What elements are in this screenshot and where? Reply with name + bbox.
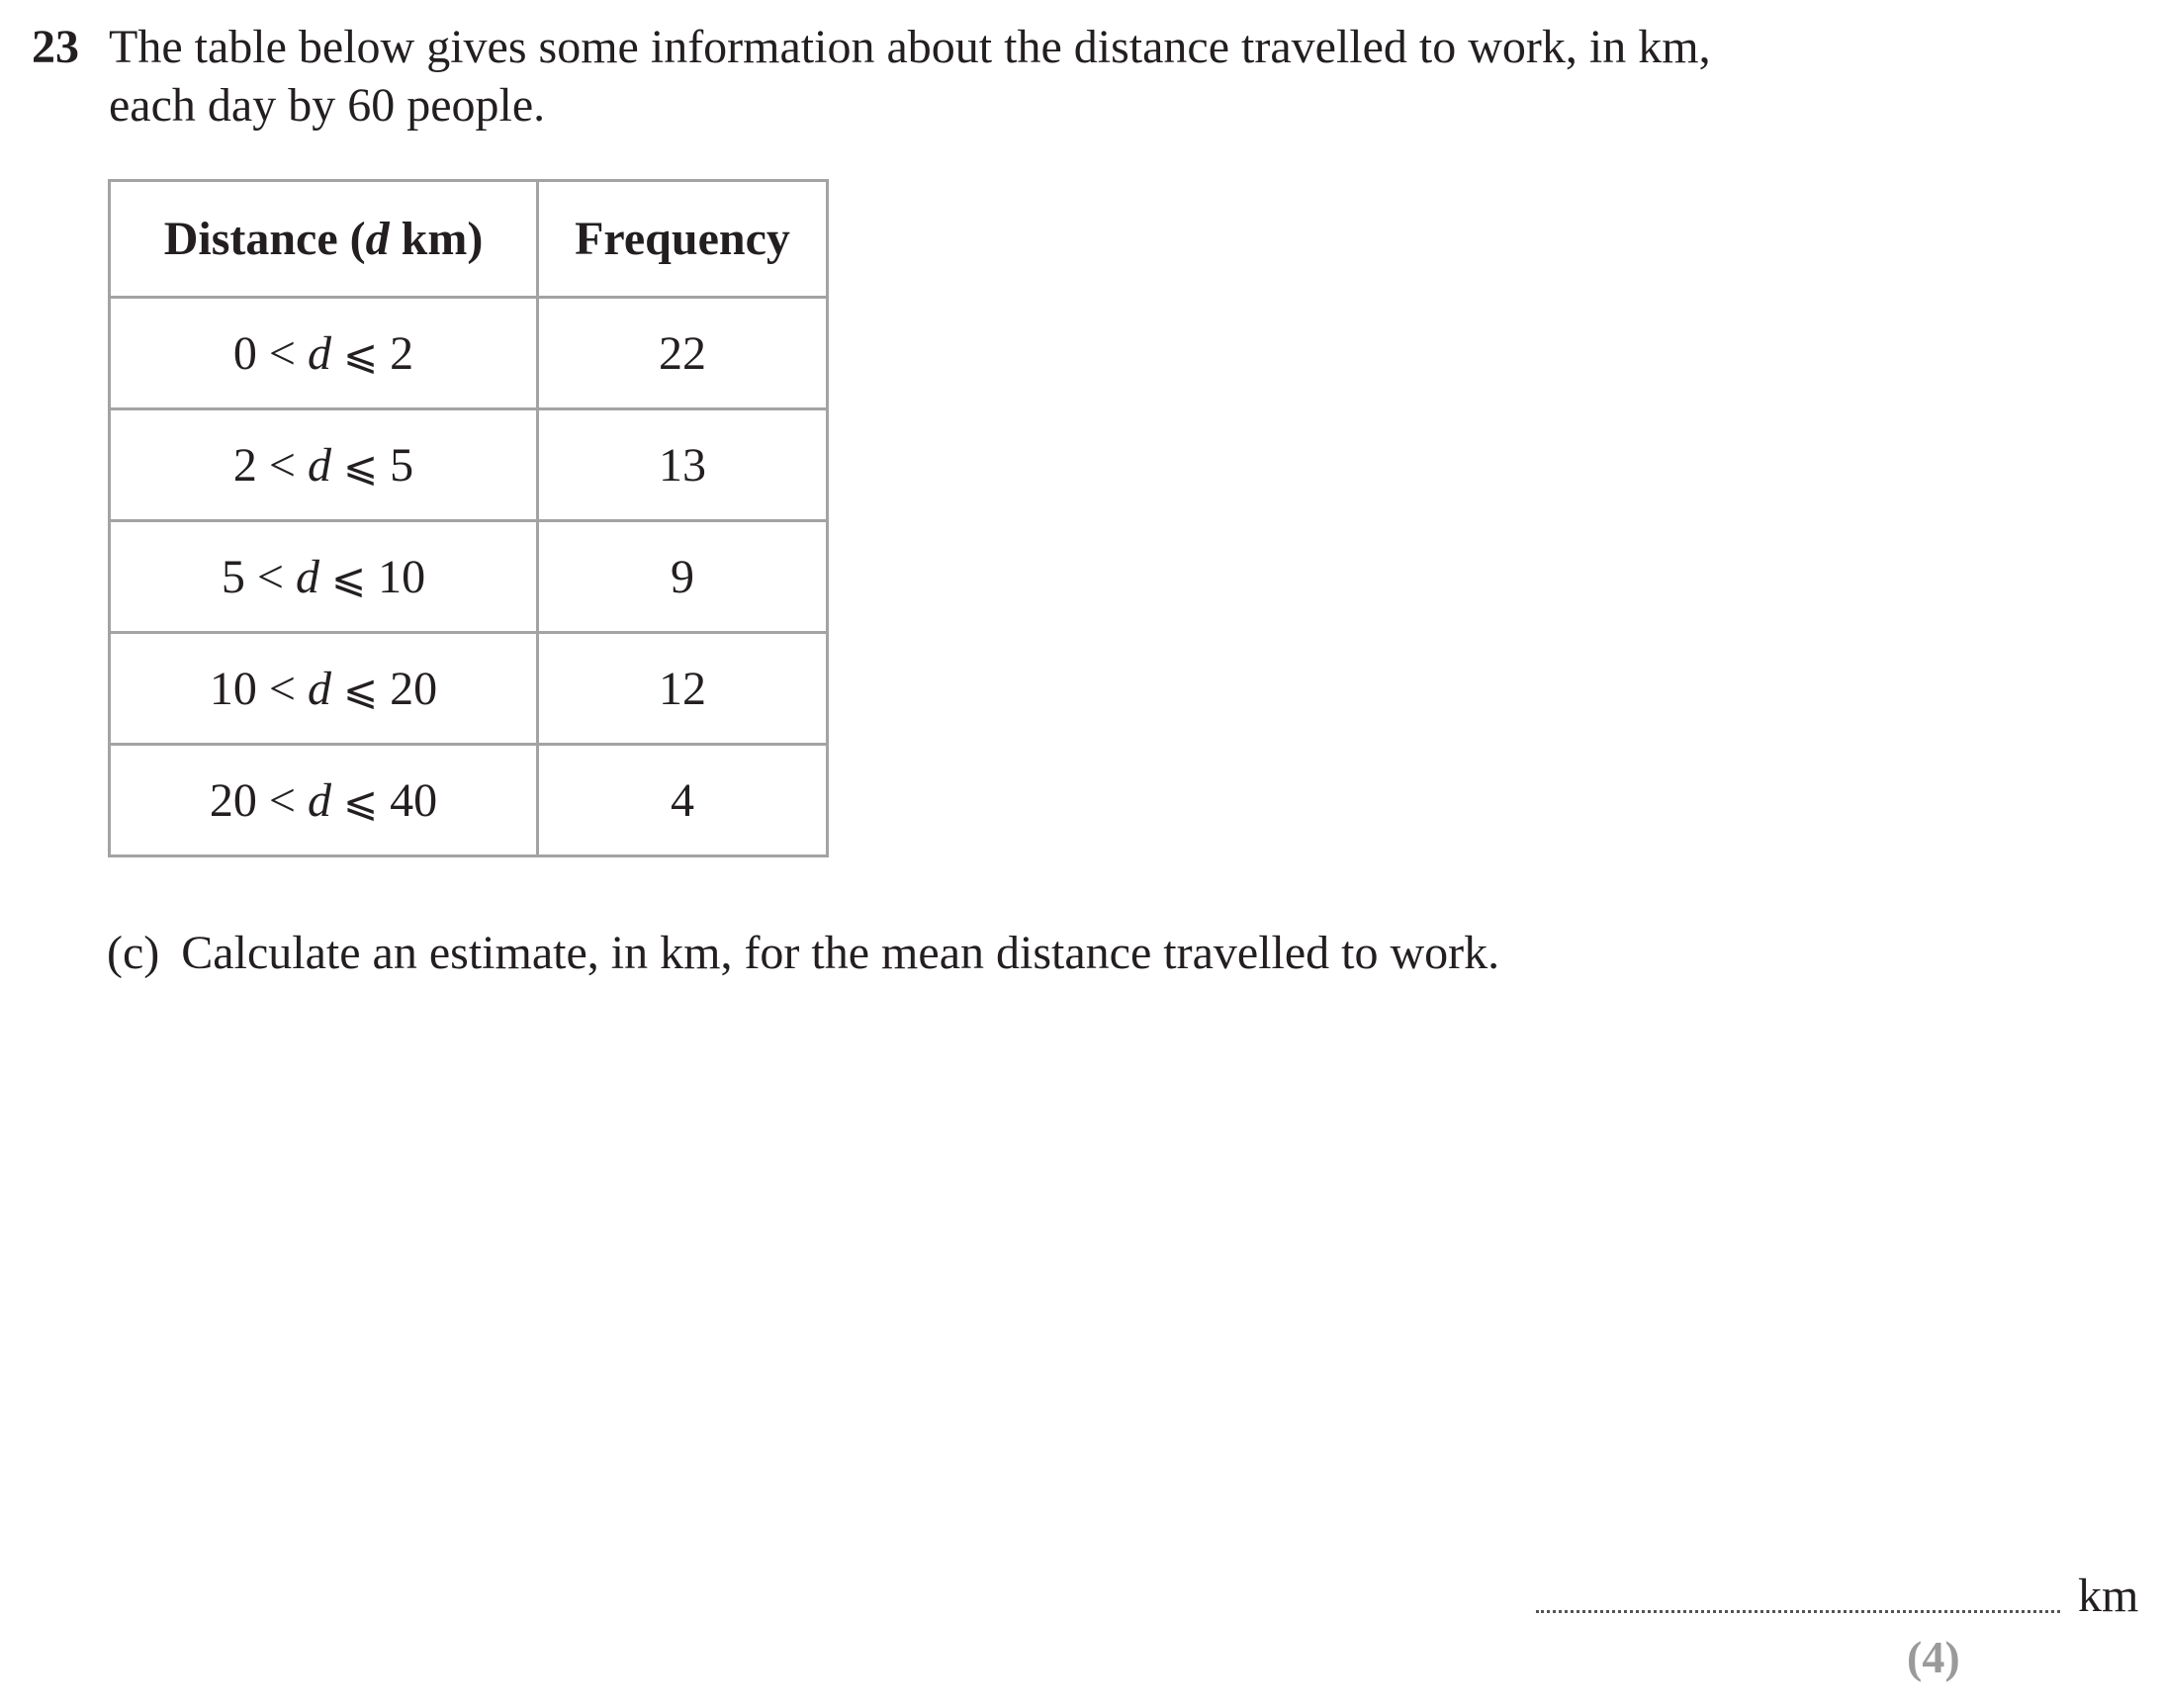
- question-text-line-1: The table below gives some information about the distance travelled to work, in km,: [109, 21, 1711, 73]
- distance-inequality: [210, 663, 437, 715]
- answer-line[interactable]: [1536, 1610, 2060, 1613]
- inequality-variable: d: [307, 773, 331, 827]
- distance-inequality: [233, 327, 413, 380]
- frequency-cell: 4: [538, 745, 828, 856]
- question-text-line-2: each day by 60 people.: [109, 79, 546, 132]
- table-header-row: [110, 181, 828, 298]
- inequality-upper: 10: [378, 550, 426, 603]
- inequality-lower: 5: [221, 550, 245, 603]
- header-frequency: Frequency: [538, 181, 828, 298]
- distance-inequality: [222, 551, 425, 603]
- inequality-lower: 2: [232, 438, 257, 492]
- inequality-lower: 10: [209, 662, 257, 715]
- inequality-lt: <: [268, 662, 296, 715]
- distance-cell: [110, 521, 538, 633]
- inequality-lower: 0: [232, 326, 257, 380]
- table-body: [110, 298, 828, 856]
- inequality-lt: <: [256, 550, 284, 603]
- header-distance-pre: Distance (: [163, 213, 366, 265]
- inequality-lt: <: [268, 438, 296, 492]
- inequality-leq: ⩽: [330, 553, 367, 602]
- header-distance: [110, 181, 538, 298]
- table-row: [110, 521, 828, 633]
- part-c-question: [107, 924, 1499, 983]
- frequency-cell: 12: [538, 633, 828, 745]
- answer-unit: km: [2078, 1570, 2139, 1622]
- inequality-lt: <: [268, 773, 296, 827]
- inequality-upper: 5: [390, 438, 414, 492]
- table-row: [110, 633, 828, 745]
- inequality-variable: d: [307, 662, 331, 715]
- table-row: [110, 298, 828, 409]
- inequality-leq: ⩽: [342, 665, 379, 714]
- table-row: [110, 745, 828, 856]
- inequality-variable: d: [295, 550, 319, 603]
- question-text: [109, 18, 1988, 135]
- inequality-lower: 20: [209, 773, 257, 827]
- header-distance-post: km): [389, 213, 484, 265]
- part-c-text: Calculate an estimate, in km, for the mean distance travelled to work.: [181, 927, 1500, 979]
- distance-cell: [110, 745, 538, 856]
- header-distance-variable: d: [365, 213, 390, 265]
- inequality-upper: 20: [390, 662, 438, 715]
- inequality-upper: 2: [390, 326, 414, 380]
- inequality-leq: ⩽: [342, 776, 379, 826]
- distance-cell: [110, 633, 538, 745]
- distance-cell: [110, 298, 538, 409]
- distance-inequality: [210, 774, 437, 827]
- inequality-upper: 40: [390, 773, 438, 827]
- marks-label: (4): [1907, 1632, 1960, 1682]
- part-c-label: (c): [107, 927, 160, 979]
- inequality-variable: d: [307, 438, 331, 492]
- question-number: 23: [32, 21, 79, 73]
- frequency-cell: 9: [538, 521, 828, 633]
- inequality-leq: ⩽: [342, 441, 379, 491]
- table-row: [110, 409, 828, 521]
- distance-inequality: [233, 439, 413, 492]
- inequality-variable: d: [307, 326, 331, 380]
- frequency-table: [108, 179, 829, 857]
- frequency-cell: 22: [538, 298, 828, 409]
- frequency-cell: 13: [538, 409, 828, 521]
- inequality-leq: ⩽: [342, 329, 379, 379]
- inequality-lt: <: [268, 326, 296, 380]
- distance-cell: [110, 409, 538, 521]
